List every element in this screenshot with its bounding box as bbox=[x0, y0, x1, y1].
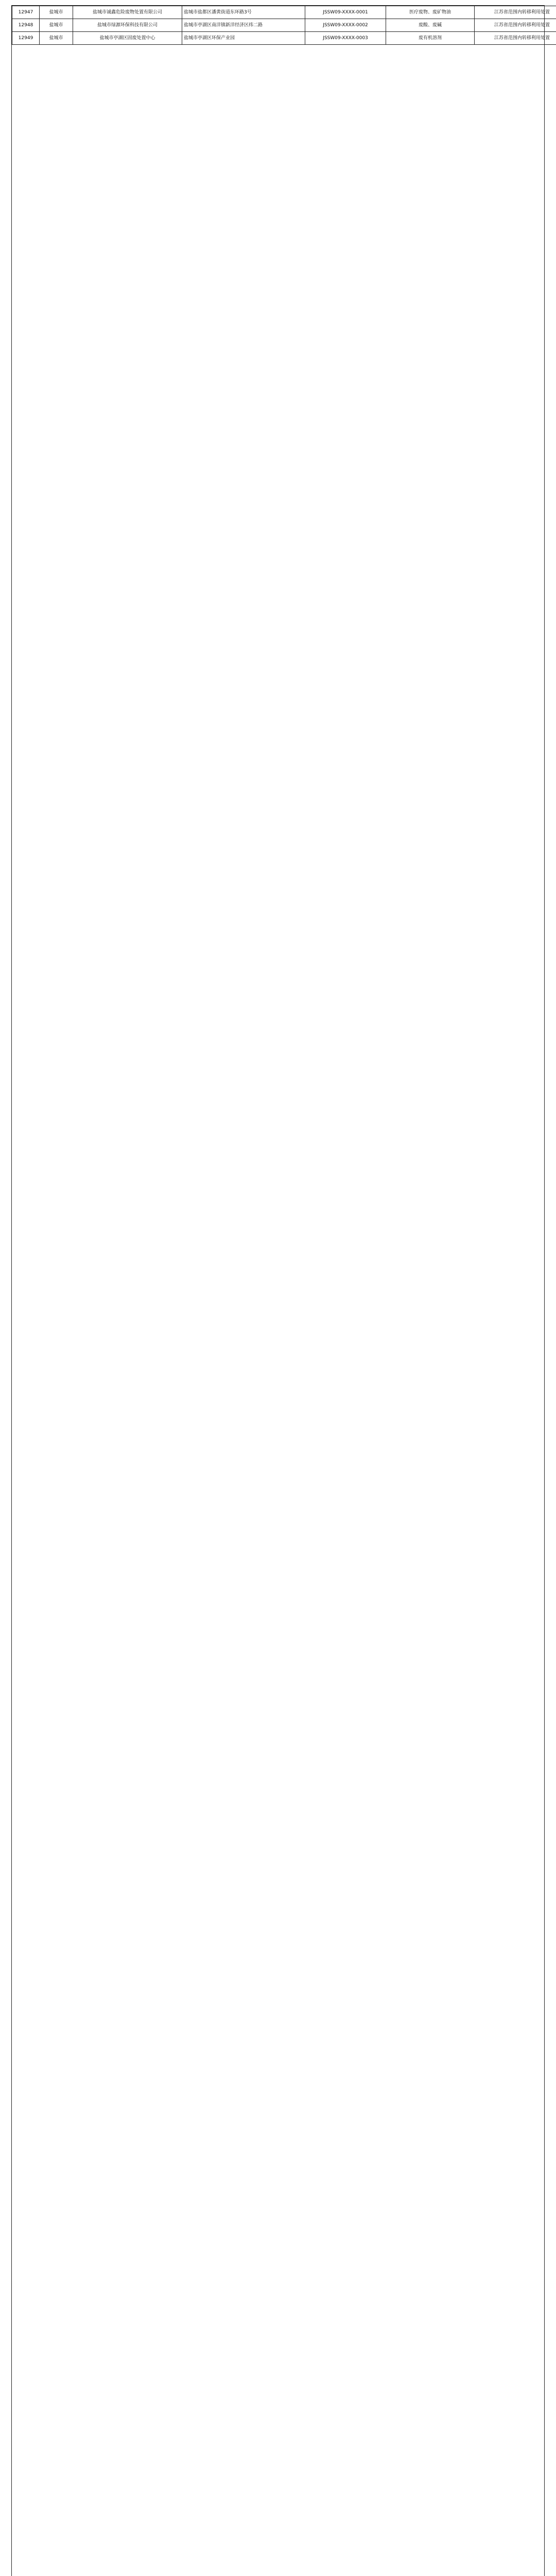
row-scope: 江苏省范围内转移利用处置 bbox=[475, 6, 556, 19]
row-address: 盐城市亭湖区环保产业园 bbox=[182, 32, 305, 45]
row-region: 盐城市 bbox=[40, 19, 73, 32]
row-license: JSSW09-XXXX-0001 bbox=[305, 6, 386, 19]
table-row bbox=[12, 32, 556, 45]
row-number: 12947 bbox=[12, 6, 40, 19]
row-region: 盐城市 bbox=[40, 32, 73, 45]
row-number: 12948 bbox=[12, 19, 40, 32]
table-row bbox=[12, 19, 556, 32]
row-company: 盐城市诚鑫危险废物处置有限公司 bbox=[73, 6, 182, 19]
row-license: JSSW09-XXXX-0002 bbox=[305, 19, 386, 32]
row-license: JSSW09-XXXX-0003 bbox=[305, 32, 386, 45]
row-address: 盐城市盐都区潘黄街道东环路3号 bbox=[182, 6, 305, 19]
row-region: 盐城市 bbox=[40, 6, 73, 19]
table-row bbox=[12, 6, 556, 19]
row-number: 12949 bbox=[12, 32, 40, 45]
row-category: 废有机溶剂 bbox=[386, 32, 475, 45]
row-address: 盐城市亭湖区南洋镇新洋经济区纬二路 bbox=[182, 19, 305, 32]
row-scope: 江苏省范围内转移利用处置 bbox=[475, 19, 556, 32]
row-company: 盐城市亭湖区固废处置中心 bbox=[73, 32, 182, 45]
records-table bbox=[12, 6, 556, 45]
row-category: 医疗废物、废矿物油 bbox=[386, 6, 475, 19]
row-scope: 江苏省范围内转移利用处置 bbox=[475, 32, 556, 45]
row-company: 盐城市绿源环保科技有限公司 bbox=[73, 19, 182, 32]
document-table bbox=[11, 5, 550, 2576]
row-category: 废酸、废碱 bbox=[386, 19, 475, 32]
